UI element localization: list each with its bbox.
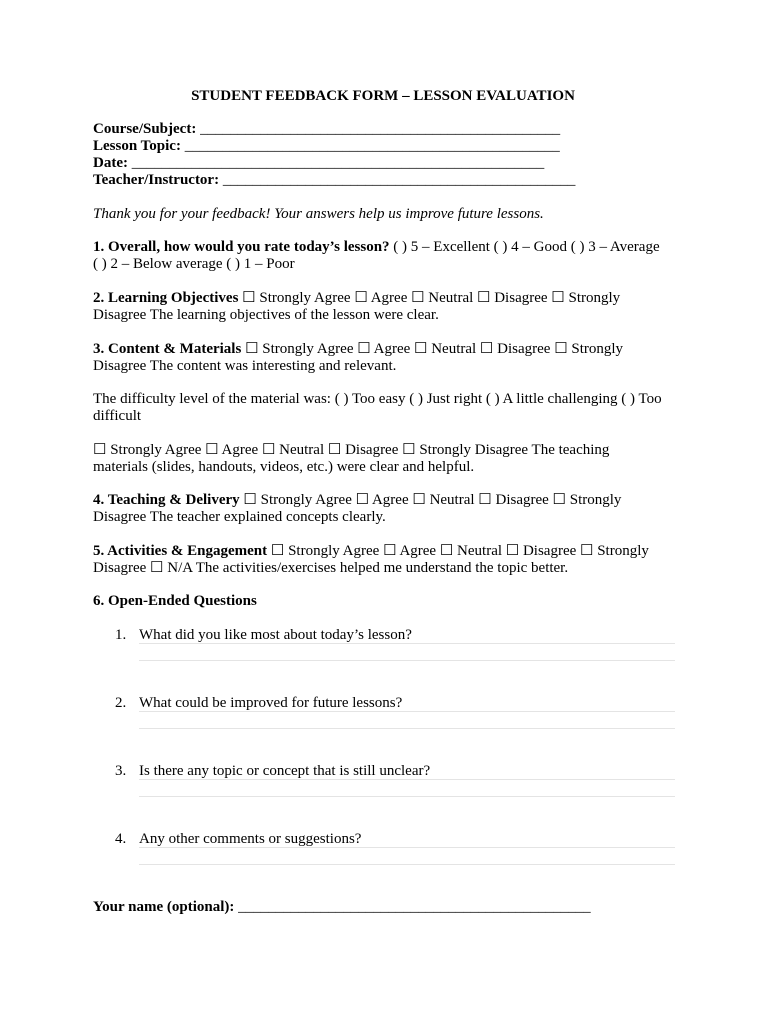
question-3-difficulty[interactable]: The difficulty level of the material was: ( ) Too easy ( ) Just right ( ) A little challenging ( ) Too difficult bbox=[93, 391, 662, 424]
form-title: STUDENT FEEDBACK FORM – LESSON EVALUATION bbox=[191, 88, 575, 104]
question-1-options[interactable]: ( ) 5 – Excellent ( ) 4 – Good ( ) 3 – Average ( ) 2 – Below average ( ) 1 – Poor bbox=[93, 239, 660, 272]
open-question-3-number: 3. bbox=[115, 763, 127, 779]
open-question-2-number: 2. bbox=[115, 695, 127, 711]
your-name-blank[interactable]: _______________________________________________ bbox=[238, 899, 591, 915]
answer-line[interactable] bbox=[139, 779, 675, 780]
date-blank[interactable]: _______________________________________________________ bbox=[131, 155, 545, 171]
teacher-instructor-label: Teacher/Instructor: bbox=[93, 172, 220, 188]
open-question-4-text: Any other comments or suggestions? bbox=[139, 831, 362, 847]
answer-line[interactable] bbox=[139, 728, 675, 729]
question-4-label: 4. Teaching & Delivery bbox=[93, 492, 240, 508]
answer-line[interactable] bbox=[139, 847, 675, 848]
open-question-4-number: 4. bbox=[115, 831, 127, 847]
answer-line[interactable] bbox=[139, 796, 675, 797]
question-2-options[interactable]: ☐ Strongly Agree ☐ Agree ☐ Neutral ☐ Disagree ☐ Strongly Disagree The learning objectives of the lesson were clear. bbox=[93, 290, 621, 323]
open-question-1-number: 1. bbox=[115, 627, 127, 643]
question-3-options[interactable]: ☐ Strongly Agree ☐ Agree ☐ Neutral ☐ Disagree ☐ Strongly Disagree The content was interesting and relevant. bbox=[93, 341, 624, 374]
open-question-1-text: What did you like most about today’s lesson? bbox=[139, 627, 412, 643]
lesson-topic-label: Lesson Topic: bbox=[93, 138, 181, 154]
open-question-4 bbox=[115, 831, 675, 848]
question-2-learning-objectives[interactable] bbox=[93, 290, 668, 324]
teacher-instructor-blank[interactable]: _______________________________________________ bbox=[222, 172, 576, 188]
question-3-materials-rating[interactable]: ☐ Strongly Agree ☐ Agree ☐ Neutral ☐ Disagree ☐ Strongly Disagree The teaching materials (slides, handouts, videos, etc.) were clear and helpful. bbox=[93, 442, 610, 475]
your-name-field[interactable] bbox=[93, 899, 673, 916]
open-question-1 bbox=[115, 627, 675, 644]
question-5-label: 5. Activities & Engagement bbox=[93, 543, 268, 559]
open-question-3-text: Is there any topic or concept that is still unclear? bbox=[139, 763, 431, 779]
question-6-heading: 6. Open-Ended Questions bbox=[93, 593, 257, 609]
your-name-label: Your name (optional): bbox=[93, 899, 235, 915]
lesson-topic-blank[interactable]: __________________________________________________ bbox=[184, 138, 560, 154]
teacher-instructor-field[interactable] bbox=[93, 172, 673, 189]
question-1-label: 1. Overall, how would you rate today’s lesson? bbox=[93, 239, 390, 255]
question-4-options[interactable]: ☐ Strongly Agree ☐ Agree ☐ Neutral ☐ Disagree ☐ Strongly Disagree The teacher explained concepts clearly. bbox=[93, 492, 622, 525]
question-1-overall-rating[interactable] bbox=[93, 239, 668, 273]
intro-text: Thank you for your feedback! Your answers help us improve future lessons. bbox=[93, 206, 544, 222]
answer-line[interactable] bbox=[139, 660, 675, 661]
answer-line[interactable] bbox=[139, 711, 675, 712]
question-2-label: 2. Learning Objectives bbox=[93, 290, 239, 306]
course-subject-blank[interactable]: ________________________________________________ bbox=[200, 121, 561, 137]
open-question-3 bbox=[115, 763, 675, 780]
question-5-options[interactable]: ☐ Strongly Agree ☐ Agree ☐ Neutral ☐ Disagree ☐ Strongly Disagree ☐ N/A The activities/exercises helped me understand the topic better. bbox=[93, 543, 649, 576]
open-question-2 bbox=[115, 695, 675, 712]
question-5-activities-engagement[interactable] bbox=[93, 543, 668, 577]
course-subject-label: Course/Subject: bbox=[93, 121, 197, 137]
date-label: Date: bbox=[93, 155, 128, 171]
course-subject-field[interactable] bbox=[93, 121, 673, 138]
question-3-label: 3. Content & Materials bbox=[93, 341, 242, 357]
lesson-topic-field[interactable] bbox=[93, 138, 673, 155]
answer-line[interactable] bbox=[139, 864, 675, 865]
answer-line[interactable] bbox=[139, 643, 675, 644]
question-4-teaching-delivery[interactable] bbox=[93, 492, 668, 526]
open-question-2-text: What could be improved for future lessons? bbox=[139, 695, 403, 711]
question-3-content-materials[interactable] bbox=[93, 341, 668, 375]
date-field[interactable] bbox=[93, 155, 673, 172]
